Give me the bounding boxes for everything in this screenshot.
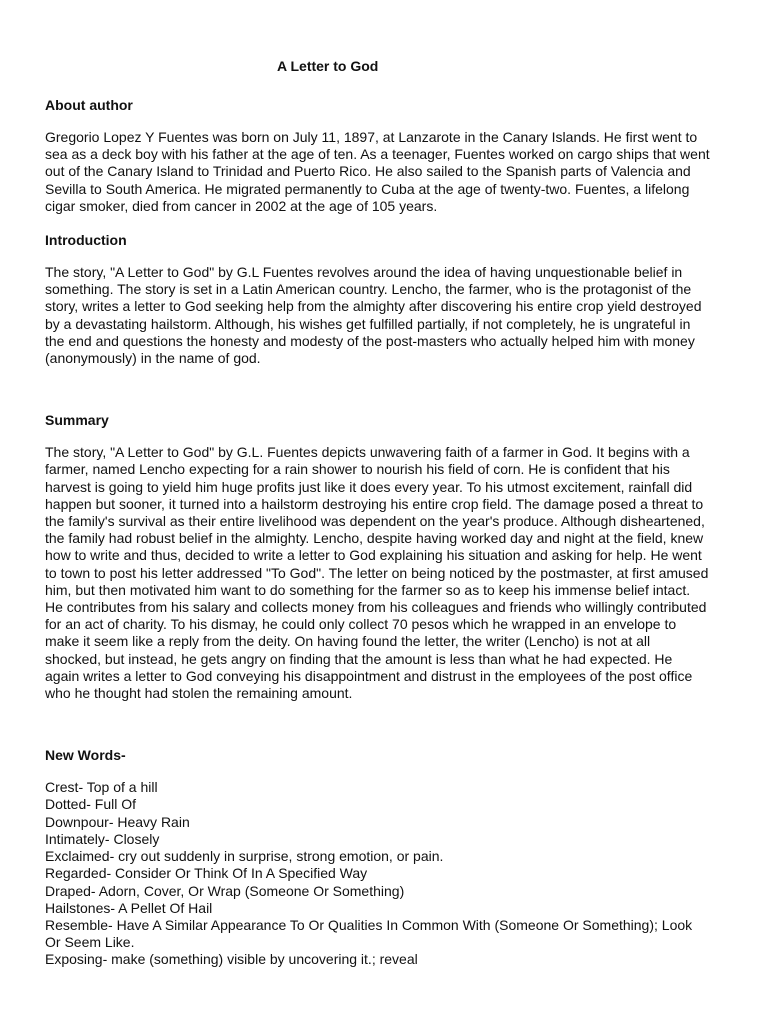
new-words-heading: New Words- xyxy=(45,747,126,764)
list-item: Resemble- Have A Similar Appearance To Or Qualities In Common With (Someone Or Something); Look Or Seem Like. xyxy=(45,916,693,951)
list-item: Hailstones- A Pellet Of Hail xyxy=(45,899,213,916)
new-words-list xyxy=(45,779,710,968)
about-author-heading: About author xyxy=(45,97,133,113)
introduction-heading: Introduction xyxy=(45,232,127,249)
summary-paragraph: The story, "A Letter to God" by G.L. Fuentes depicts unwavering faith of a farmer in God. It begins with a farmer, named Lencho expecting for a rain shower to nourish his field of corn. He is confident that his harvest is going to yield him huge profits just like it does every year. To his utmost excitement, rainfall did happen but sooner, it turned into a hailstorm destroying his entire crop field. The damage posed a threat to the family's survival as their entire livelihood was dependent on the year's produce. Although disheartened, the family had robust belief in the almighty. Lencho, despite having worked day and night at the field, knew how to write and thus, decided to write a letter to God explaining his situation and asking for help. He went to town to post his letter addressed "To God". The letter on being noticed by the postmaster, at first amused him, but then motivated him want to do something for the farmer so as to keep his immense belief intact. He contributes from his salary and collects money from his colleagues and friends who willingly contributed for an act of charity. To his dismay, he could only collect 70 pesos which he wrapped in an envelope to make it seem like a reply from the deity. On having found the letter, the writer (Lencho) is not at all shocked, but instead, he gets angry on finding that the amount is less than what he had expected. He again writes a letter to God conveying his disappointment and distrust in the employees of the post office who he thought had stolen the remaining amount. xyxy=(45,444,709,702)
list-item: Regarded- Consider Or Think Of In A Specified Way xyxy=(45,865,368,882)
list-item: Exposing- make (something) visible by uncovering it.; reveal xyxy=(45,951,418,968)
list-item: Intimately- Closely xyxy=(45,830,160,847)
list-item: Exclaimed- cry out suddenly in surprise, strong emotion, or pain. xyxy=(45,848,444,865)
list-item: Crest- Top of a hill xyxy=(45,779,158,796)
list-item: Dotted- Full Of xyxy=(45,796,137,813)
introduction-paragraph: The story, "A Letter to God" by G.L Fuentes revolves around the idea of having unquestionable belief in something. The story is set in a Latin American country. Lencho, the farmer, who is the protagonist of the story, writes a letter to God seeking help from the almighty after discovering his entire crop yield destroyed by a devastating hailstorm. Although, his wishes get fulfilled partially, if not completely, he is ungrateful in the end and questions the honesty and modesty of the post-masters who actually helped him with money (anonymously) in the name of god. xyxy=(45,264,702,367)
summary-heading: Summary xyxy=(45,412,109,429)
list-item: Downpour- Heavy Rain xyxy=(45,813,190,830)
about-author-paragraph: Gregorio Lopez Y Fuentes was born on July 11, 1897, at Lanzarote in the Canary Islands. He first went to sea as a deck boy with his father at the age of ten. As a teenager, Fuentes worked on cargo ships that went out of the Canary Island to Trinidad and Puerto Rico. He also sailed to the Spanish parts of Valencia and Sevilla to South America. He migrated permanently to Cuba at the age of twenty-two. Fuentes, a lifelong cigar smoker, died from cancer in 2002 at the age of 105 years. xyxy=(45,129,710,214)
document-page xyxy=(45,58,710,969)
list-item: Draped- Adorn, Cover, Or Wrap (Someone Or Something) xyxy=(45,882,405,899)
document-title: A Letter to God xyxy=(277,58,379,74)
